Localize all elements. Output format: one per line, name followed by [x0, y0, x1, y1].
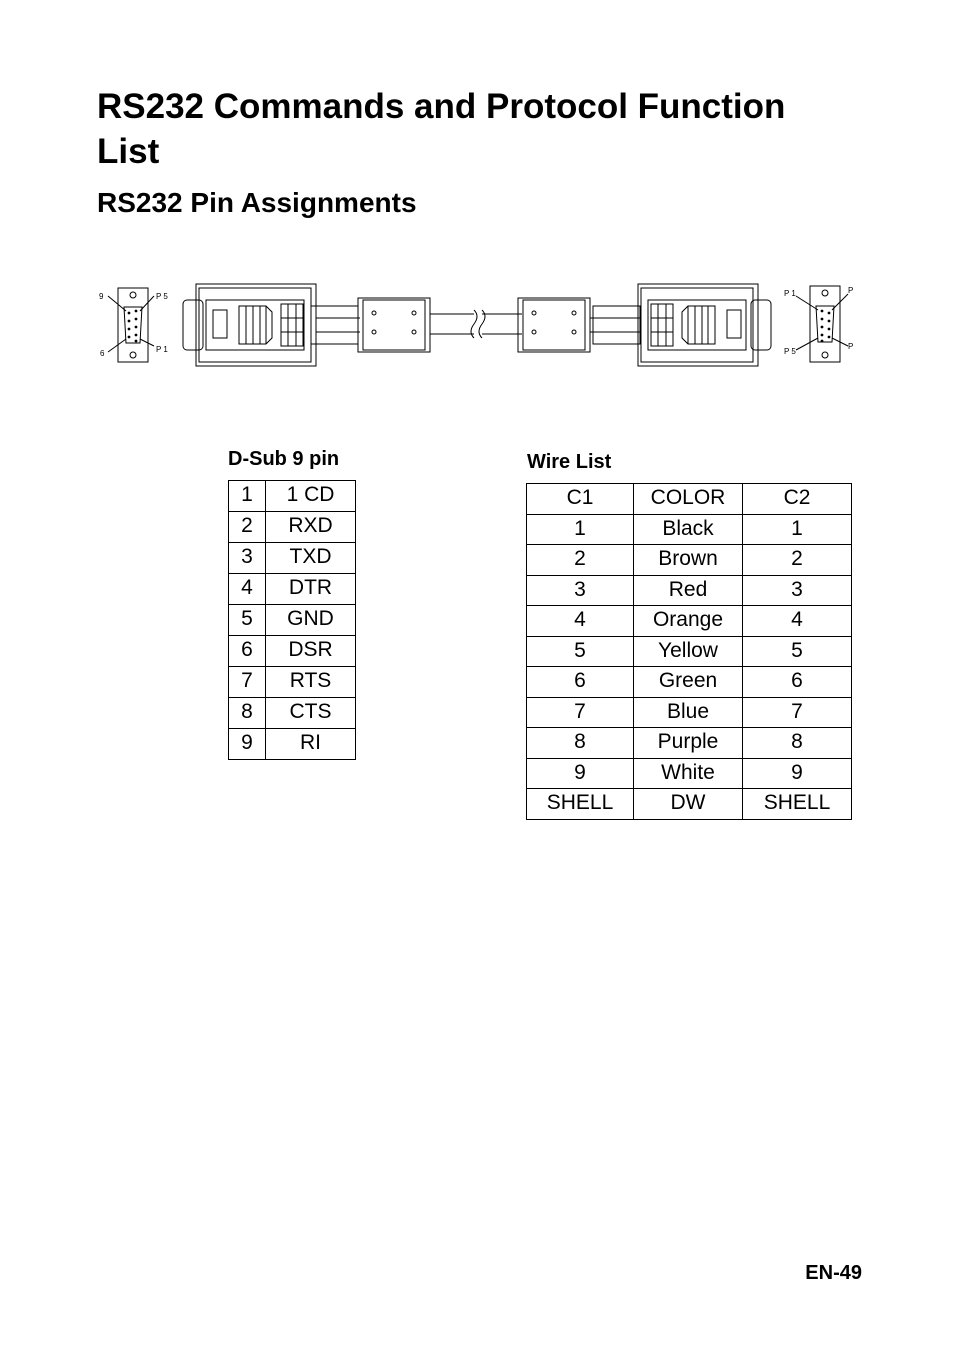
- pin-signal: CTS: [266, 698, 356, 729]
- pin-number: 8: [229, 698, 266, 729]
- wire-color-cell: White: [634, 758, 743, 789]
- wire-color-cell: Brown: [634, 545, 743, 576]
- pin-signal: RXD: [266, 512, 356, 543]
- wire-color-cell: Red: [634, 575, 743, 606]
- wire-row: [527, 514, 852, 545]
- wire-row: [527, 636, 852, 667]
- pin-signal: DSR: [266, 636, 356, 667]
- right-bottom-p-label: P: [848, 342, 854, 351]
- page-title: RS232 Commands and Protocol Function List: [97, 87, 786, 171]
- section-title: RS232 Pin Assignments: [97, 187, 417, 218]
- wire-color-cell: Orange: [634, 606, 743, 637]
- wire-c1-cell: 8: [527, 728, 634, 759]
- wire-c2-cell: SHELL: [743, 789, 852, 820]
- pin-number: 1: [229, 481, 266, 512]
- wire-c2-cell: C2: [743, 484, 852, 515]
- dsub-caption: D-Sub 9 pin: [228, 448, 340, 470]
- wire-c1-cell: 7: [527, 697, 634, 728]
- wire-c1-cell: 4: [527, 606, 634, 637]
- wire-c2-cell: 6: [743, 667, 852, 698]
- pin-number: 5: [229, 605, 266, 636]
- right-p1-label: P 1: [784, 289, 796, 298]
- pin-number: 6: [229, 636, 266, 667]
- wire-c2-cell: 3: [743, 575, 852, 606]
- wire-c2-cell: 4: [743, 606, 852, 637]
- left-plug: [183, 284, 358, 366]
- pin-signal: RTS: [266, 667, 356, 698]
- pin-number: 4: [229, 574, 266, 605]
- page-number: EN-49: [805, 1262, 862, 1284]
- left-connector-face: [108, 288, 154, 362]
- wire-color-cell: Blue: [634, 697, 743, 728]
- wire-row: [527, 758, 852, 789]
- wire-row: [527, 606, 852, 637]
- dsub-row: [229, 512, 356, 543]
- dsub-row: [229, 698, 356, 729]
- dsub-row: [229, 543, 356, 574]
- pin-number: 9: [229, 729, 266, 760]
- wire-c2-cell: 8: [743, 728, 852, 759]
- wire-c1-cell: 3: [527, 575, 634, 606]
- right-connector-face: [796, 286, 848, 362]
- wire-c1-cell: 6: [527, 667, 634, 698]
- left-pin-6-label: 6: [100, 349, 105, 358]
- dsub-row: [229, 667, 356, 698]
- dsub-row: [229, 636, 356, 667]
- wire-c2-cell: 9: [743, 758, 852, 789]
- right-ferrite: [518, 298, 590, 352]
- dsub-pin-table: [228, 480, 356, 760]
- right-top-p-label: P: [848, 286, 854, 295]
- wire-c1-cell: 9: [527, 758, 634, 789]
- wire-row: [527, 667, 852, 698]
- wire-color-cell: Green: [634, 667, 743, 698]
- rs232-cable-diagram: [96, 280, 862, 370]
- wire-c1-cell: 1: [527, 514, 634, 545]
- wire-row: [527, 728, 852, 759]
- wire-c2-cell: 2: [743, 545, 852, 576]
- pin-signal: RI: [266, 729, 356, 760]
- wire-c1-cell: SHELL: [527, 789, 634, 820]
- wire-c1-cell: 2: [527, 545, 634, 576]
- wire-list-table: [526, 483, 852, 820]
- wire-c2-cell: 1: [743, 514, 852, 545]
- wire-c1-cell: 5: [527, 636, 634, 667]
- wire-c2-cell: 5: [743, 636, 852, 667]
- dsub-row: [229, 729, 356, 760]
- wire-c2-cell: 7: [743, 697, 852, 728]
- wire-header-row: [527, 484, 852, 515]
- pin-number: 3: [229, 543, 266, 574]
- left-p5-label: P 5: [156, 292, 168, 301]
- wire-color-cell: Black: [634, 514, 743, 545]
- dsub-row: [229, 481, 356, 512]
- wire-row: [527, 697, 852, 728]
- wire-color-cell: COLOR: [634, 484, 743, 515]
- left-ferrite: [358, 298, 430, 352]
- dsub-row: [229, 574, 356, 605]
- pin-signal: TXD: [266, 543, 356, 574]
- wire-color-cell: Purple: [634, 728, 743, 759]
- pin-number: 7: [229, 667, 266, 698]
- left-pin-9-label: 9: [99, 292, 104, 301]
- pin-number: 2: [229, 512, 266, 543]
- wire-color-cell: Yellow: [634, 636, 743, 667]
- dsub-row: [229, 605, 356, 636]
- wire-list-caption: Wire List: [527, 451, 612, 473]
- right-plug: [593, 284, 771, 366]
- left-p1-label: P 1: [156, 345, 168, 354]
- wire-row: [527, 545, 852, 576]
- right-p5-label: P 5: [784, 347, 796, 356]
- wire-c1-cell: C1: [527, 484, 634, 515]
- wire-row: [527, 789, 852, 820]
- pin-signal: 1 CD: [266, 481, 356, 512]
- wire-color-cell: DW: [634, 789, 743, 820]
- pin-signal: GND: [266, 605, 356, 636]
- wire-row: [527, 575, 852, 606]
- pin-signal: DTR: [266, 574, 356, 605]
